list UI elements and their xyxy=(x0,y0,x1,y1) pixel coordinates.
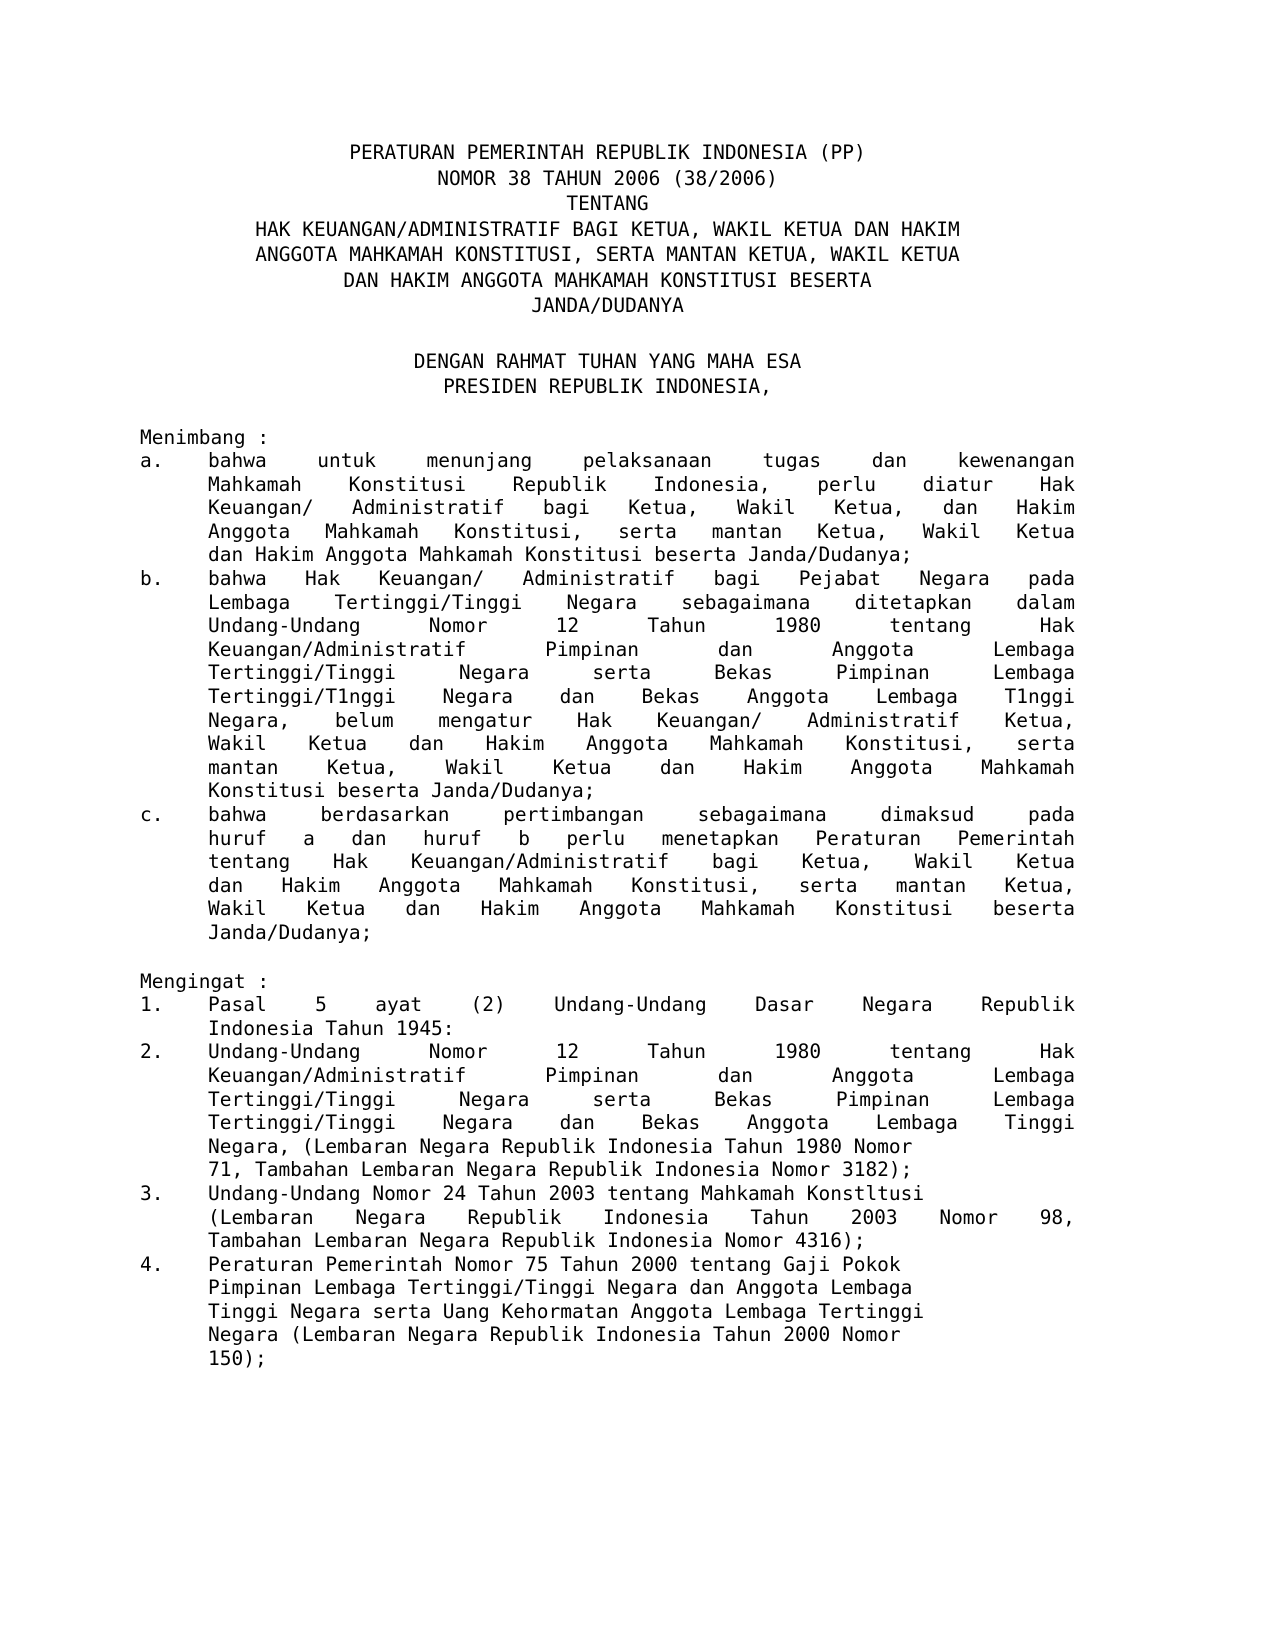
text-line xyxy=(208,1206,1075,1230)
word: Indonesia xyxy=(603,1205,709,1229)
word: Bekas xyxy=(641,685,701,709)
word: Mahkamah xyxy=(981,755,1075,779)
title-line-6: JANDA/DUDANYA xyxy=(531,294,684,317)
mengingat-item xyxy=(140,993,1075,1040)
word: T1nggi xyxy=(1004,685,1075,709)
word: Dasar xyxy=(755,993,814,1017)
word: ditetapkan xyxy=(854,590,973,614)
word: Ketua xyxy=(1016,850,1075,874)
word: sebagaimana xyxy=(681,590,811,614)
word: Hak xyxy=(1039,472,1075,496)
word: 1980 xyxy=(774,1040,822,1064)
word: dan xyxy=(717,637,754,661)
mengingat-item xyxy=(140,1182,1075,1253)
title-line-4: ANGGOTA MAHKAMAH KONSTITUSI, SERTA MANTAN KETUA, WAKIL KETUA xyxy=(255,243,960,266)
word: Hak xyxy=(576,708,613,732)
word: Pimpinan xyxy=(835,661,930,685)
word: serta xyxy=(1016,732,1075,756)
word: dan xyxy=(559,1111,595,1135)
text-line: Konstitusi beserta Janda/Dudanya; xyxy=(208,779,596,803)
word: beserta xyxy=(992,897,1075,921)
word: berdasarkan xyxy=(320,803,450,826)
text-line xyxy=(208,614,1075,638)
word: Negara xyxy=(458,1087,530,1111)
word: Wakil xyxy=(736,496,796,520)
menimbang-item xyxy=(140,567,1075,803)
word: pertimbangan xyxy=(503,803,645,826)
word: 1980 xyxy=(774,614,822,638)
mengingat-item-marker: 1. xyxy=(140,993,164,1017)
text-line: dan Hakim Anggota Mahkamah Konstitusi beserta Janda/Dudanya; xyxy=(208,543,913,567)
word: Ketua, xyxy=(833,496,905,520)
text-line xyxy=(208,638,1075,662)
word: bahwa xyxy=(208,449,267,473)
word: dan xyxy=(208,873,244,897)
word: Anggota xyxy=(831,1063,915,1087)
word: a xyxy=(303,826,315,850)
word: 12 xyxy=(555,614,580,638)
menimbang-label: Menimbang : xyxy=(140,425,270,449)
section-gap xyxy=(140,945,1075,970)
title-line-5: DAN HAKIM ANGGOTA MAHKAMAH KONSTITUSI BESERTA xyxy=(343,268,872,292)
word: Hakim xyxy=(281,873,341,897)
text-line xyxy=(208,709,1075,733)
text-line: Pimpinan Lembaga Tertinggi/Tinggi Negara dan Anggota Lembaga xyxy=(208,1276,913,1300)
text-line xyxy=(208,567,1075,591)
text-line xyxy=(208,993,1075,1017)
word: Hakim xyxy=(1016,496,1075,520)
menimbang-item-marker: a. xyxy=(140,449,164,473)
word: Negara, xyxy=(208,708,291,732)
word: Tertinggi/Tinggi xyxy=(208,1087,396,1111)
word: mantan xyxy=(208,755,279,779)
mengingat-item-marker: 2. xyxy=(140,1040,164,1064)
text-line: Negara (Lembaran Negara Republik Indonesia Tahun 2000 Nomor xyxy=(208,1323,901,1347)
word: Ketua xyxy=(1016,519,1075,543)
text-line xyxy=(208,520,1075,544)
word: Anggota xyxy=(378,873,461,897)
word: dalam xyxy=(1016,590,1075,614)
word: Pasal xyxy=(208,993,267,1017)
menimbang-item xyxy=(140,449,1075,567)
word: Administratif xyxy=(351,496,505,520)
word: Keuangan/Administratif xyxy=(410,850,670,874)
word: Lembaga xyxy=(208,590,291,614)
word: Mahkamah xyxy=(208,472,302,496)
word: Konstitusi xyxy=(835,897,953,921)
word: Mahkamah xyxy=(709,732,804,756)
word: Tahun xyxy=(647,1040,707,1064)
word: menunjang xyxy=(426,449,533,473)
mengingat-item xyxy=(140,1040,1075,1182)
text-line xyxy=(208,473,1075,497)
word: Hakim xyxy=(743,755,803,779)
word: Hak xyxy=(305,567,341,591)
word: Pimpinan xyxy=(835,1087,930,1111)
word: Ketua xyxy=(306,897,366,921)
word: Hakim xyxy=(485,732,545,756)
word: untuk xyxy=(317,449,376,473)
menimbang-item-marker: c. xyxy=(140,803,164,826)
word: serta xyxy=(798,873,858,897)
word: Lembaga xyxy=(992,637,1075,661)
word: Undang-Undang xyxy=(554,993,707,1017)
text-line xyxy=(208,685,1075,709)
word: Administratif xyxy=(522,567,676,591)
word: pada xyxy=(1028,567,1075,591)
word: menetapkan xyxy=(661,826,779,850)
text-line: Janda/Dudanya; xyxy=(208,920,373,944)
word: Tertinggi/Tinggi xyxy=(334,590,523,614)
word: Hakim xyxy=(480,897,540,921)
mengingat-item-text xyxy=(208,1253,1075,1371)
menimbang-item-marker: b. xyxy=(140,567,164,591)
word: Undang-Undang xyxy=(208,614,361,638)
word: Konstitusi, xyxy=(454,519,584,543)
word: perlu xyxy=(817,472,876,496)
word: Negara xyxy=(442,1111,513,1135)
menimbang-item-text xyxy=(208,449,1075,567)
text-line xyxy=(208,803,1075,827)
text-line: Indonesia Tahun 1945: xyxy=(208,1016,455,1040)
text-line: Peraturan Pemerintah Nomor 75 Tahun 2000 tentang Gaji Pokok xyxy=(208,1252,901,1276)
word: Keuangan/Administratif xyxy=(208,1063,467,1087)
word: Negara xyxy=(566,590,637,614)
word: Ketua, xyxy=(1004,708,1075,732)
word: huruf xyxy=(208,826,267,850)
word: belum xyxy=(334,708,394,732)
text-line xyxy=(208,496,1075,520)
word: Pemerintah xyxy=(957,826,1075,850)
word: kewenangan xyxy=(957,449,1075,473)
text-line xyxy=(208,449,1075,473)
word: Anggota xyxy=(208,519,291,543)
word: 2003 xyxy=(850,1205,898,1229)
word: dan xyxy=(408,732,444,756)
mengingat-item-text xyxy=(208,1182,1075,1253)
mengingat-item-marker: 4. xyxy=(140,1252,164,1276)
word: mengatur xyxy=(438,708,533,732)
word: perlu xyxy=(566,826,626,850)
word: Nomor xyxy=(428,1040,488,1064)
text-line xyxy=(208,661,1075,685)
word: Republik xyxy=(512,472,607,496)
word: (2) xyxy=(470,993,506,1017)
word: Ketua, xyxy=(817,519,888,543)
text-line: Negara, (Lembaran Negara Republik Indonesia Tahun 1980 Nomor xyxy=(208,1134,913,1158)
word: Anggota xyxy=(746,1111,830,1135)
word: Negara xyxy=(355,1205,426,1229)
word: Tahun xyxy=(750,1205,810,1229)
word: Hak xyxy=(1039,614,1075,638)
title-line-2: TENTANG xyxy=(566,192,649,215)
word: Peraturan xyxy=(815,826,922,850)
word: serta xyxy=(592,1087,652,1111)
word: dimaksud xyxy=(880,803,975,826)
word: Konstitusi, xyxy=(631,873,761,897)
word: dan xyxy=(659,755,696,779)
word: Konstitusi, xyxy=(845,732,975,756)
word: 12 xyxy=(555,1040,580,1064)
word: serta xyxy=(618,519,677,543)
word: Nomor xyxy=(939,1205,999,1229)
subtitle-line-1: PRESIDEN REPUBLIK INDONESIA, xyxy=(443,375,772,398)
word: tentang xyxy=(208,850,291,874)
word: Lembaga xyxy=(992,661,1075,685)
word: Tinggi xyxy=(1004,1111,1075,1135)
word: mantan xyxy=(895,873,967,897)
word: Administratif xyxy=(807,708,960,732)
word: Hak xyxy=(332,850,369,874)
text-line xyxy=(208,756,1075,780)
word: Tertinggi/Tinggi xyxy=(208,661,396,685)
word: bagi xyxy=(711,850,759,874)
title-line-1: NOMOR 38 TAHUN 2006 (38/2006) xyxy=(437,166,778,190)
word: Keuangan/ xyxy=(656,708,763,732)
word: Keuangan/ xyxy=(378,567,485,591)
word: Bekas xyxy=(714,1087,773,1111)
word: Lembaga xyxy=(992,1063,1075,1087)
word: Wakil xyxy=(445,755,505,779)
word: Tahun xyxy=(647,614,707,638)
word: Anggota xyxy=(850,755,933,779)
word: dan xyxy=(717,1063,754,1087)
word: Konstitusi xyxy=(348,472,466,496)
word: mantan xyxy=(711,519,783,543)
text-line xyxy=(208,897,1075,921)
word: bagi xyxy=(542,496,590,520)
word: Wakil xyxy=(208,897,267,921)
word: Mahkamah xyxy=(499,873,593,897)
word: Pimpinan xyxy=(545,1063,639,1087)
word: dan xyxy=(559,685,595,709)
word: bahwa xyxy=(208,567,267,591)
mengingat-item-text xyxy=(208,993,1075,1040)
word: Anggota xyxy=(586,732,669,756)
word: Mahkamah xyxy=(701,897,796,921)
menimbang-item xyxy=(140,803,1075,945)
word: 5 xyxy=(315,993,327,1017)
word: Lembaga xyxy=(875,1111,958,1135)
text-line xyxy=(208,874,1075,898)
mengingat-item-marker: 3. xyxy=(140,1181,164,1205)
word: Tertinggi/T1nggi xyxy=(208,685,396,709)
word: Nomor xyxy=(428,614,488,638)
word: bahwa xyxy=(208,803,267,826)
text-line: 150); xyxy=(208,1347,267,1371)
word: Ketua xyxy=(308,732,368,756)
word: Pimpinan xyxy=(545,637,639,661)
subtitle-line-0: DENGAN RAHMAT TUHAN YANG MAHA ESA xyxy=(413,349,802,373)
word: b xyxy=(518,826,530,850)
text-line: Tinggi Negara serta Uang Kehormatan Anggota Lembaga Tertinggi xyxy=(208,1299,925,1323)
word: Anggota xyxy=(831,637,915,661)
text-line xyxy=(208,850,1075,874)
section-menimbang xyxy=(140,426,1075,945)
title-line-0: PERATURAN PEMERINTAH REPUBLIK INDONESIA (PP) xyxy=(349,141,866,164)
word: Negara xyxy=(862,993,933,1017)
word: Ketua, xyxy=(628,496,699,520)
word: Ketua xyxy=(552,755,612,779)
word: pelaksanaan xyxy=(582,449,712,473)
word: dan xyxy=(405,897,441,921)
word: Wakil xyxy=(208,732,267,756)
word: Negara xyxy=(919,567,990,591)
word: Ketua, xyxy=(1004,873,1075,897)
word: serta xyxy=(592,661,652,685)
word: (Lembaran xyxy=(208,1205,314,1229)
word: Anggota xyxy=(579,897,662,921)
word: tugas xyxy=(762,449,822,473)
word: Wakil xyxy=(922,519,982,543)
word: Undang-Undang xyxy=(208,1040,361,1064)
text-line: Undang-Undang Nomor 24 Tahun 2003 tentang Mahkamah Konstltusi xyxy=(208,1181,925,1205)
word: Ketua, xyxy=(801,850,873,874)
text-line xyxy=(208,827,1075,851)
document-body xyxy=(140,426,1075,1371)
word: Indonesia, xyxy=(653,472,771,496)
section-mengingat xyxy=(140,970,1075,1371)
text-line xyxy=(208,1040,1075,1064)
mengingat-label: Mengingat : xyxy=(140,969,270,993)
word: huruf xyxy=(423,826,482,850)
word: Lembaga xyxy=(992,1087,1075,1111)
menimbang-item-text xyxy=(208,567,1075,803)
word: Tertinggi/Tinggi xyxy=(208,1111,396,1135)
word: Republik xyxy=(981,993,1075,1017)
word: Negara xyxy=(458,661,530,685)
word: Mahkamah xyxy=(325,519,420,543)
title-line-3: HAK KEUANGAN/ADMINISTRATIF BAGI KETUA, WAKIL KETUA DAN HAKIM xyxy=(255,217,960,241)
word: dan xyxy=(871,449,907,473)
word: Lembaga xyxy=(875,685,958,709)
word: Negara xyxy=(442,685,513,709)
word: Wakil xyxy=(914,850,974,874)
document-subtitle-block xyxy=(140,349,1075,400)
mengingat-item-text xyxy=(208,1040,1075,1182)
document-title-block xyxy=(140,140,1075,319)
word: sebagaimana xyxy=(697,803,827,826)
word: diatur xyxy=(922,472,994,496)
text-line: 71, Tambahan Lembaran Negara Republik Indonesia Nomor 3182); xyxy=(208,1158,913,1182)
word: dan xyxy=(351,826,387,850)
word: Republik xyxy=(467,1205,562,1229)
text-line xyxy=(208,1111,1075,1135)
word: Anggota xyxy=(746,685,830,709)
word: Keuangan/ xyxy=(208,496,314,520)
word: ayat xyxy=(375,993,423,1017)
word: bagi xyxy=(713,567,761,591)
word: Bekas xyxy=(641,1111,701,1135)
text-line xyxy=(208,732,1075,756)
mengingat-item xyxy=(140,1253,1075,1371)
text-line xyxy=(208,1088,1075,1112)
word: Bekas xyxy=(714,661,773,685)
text-line xyxy=(208,591,1075,615)
word: pada xyxy=(1028,803,1075,826)
word: 98, xyxy=(1039,1205,1075,1229)
word: tentang xyxy=(889,614,972,638)
word: Pejabat xyxy=(798,567,881,591)
word: tentang xyxy=(889,1040,972,1064)
word: dan xyxy=(942,496,978,520)
word: Keuangan/Administratif xyxy=(208,637,467,661)
word: Hak xyxy=(1039,1040,1075,1064)
text-line xyxy=(208,1064,1075,1088)
word: Ketua, xyxy=(326,755,398,779)
text-line: Tambahan Lembaran Negara Republik Indonesia Nomor 4316); xyxy=(208,1229,866,1253)
menimbang-item-text xyxy=(208,803,1075,945)
